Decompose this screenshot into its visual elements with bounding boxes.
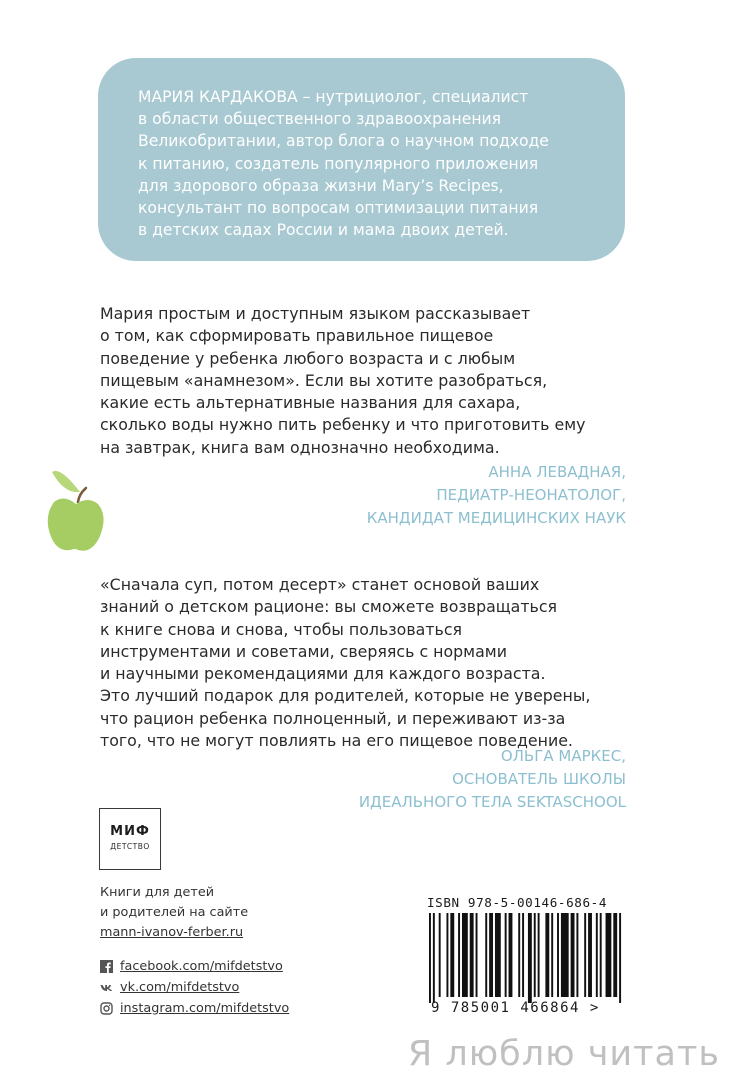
author-name: АННА ЛЕВАДНАЯ, bbox=[488, 463, 626, 481]
social-link-text[interactable]: facebook.com/mifdetstvo bbox=[120, 958, 283, 974]
isbn-label: ISBN 978-5-00146-686-4 bbox=[427, 895, 608, 910]
website-link[interactable]: mann-ivanov-ferber.ru bbox=[100, 925, 244, 940]
review-line: пищевым «анамнезом». Если вы хотите разобраться, bbox=[100, 370, 548, 390]
review-line: на завтрак, книга вам однозначно необходима. bbox=[100, 437, 500, 457]
author-title: ОСНОВАТЕЛЬ ШКОЛЫ bbox=[452, 770, 626, 788]
barcode-icon bbox=[427, 913, 625, 1003]
review-author-2 bbox=[359, 745, 626, 814]
barcode-digits: 9 785001 466864 > bbox=[431, 1000, 600, 1016]
review-line: Это лучший подарок для родителей, которые не уверены, bbox=[100, 686, 591, 706]
bio-line: Великобритании, автор блога о научном подходе bbox=[138, 132, 549, 151]
author-name: ОЛЬГА МАРКЕС, bbox=[500, 747, 626, 765]
bio-line: к питанию, создатель популярного приложения bbox=[138, 154, 539, 173]
review-line: сколько воды нужно пить ребенку и что приготовить ему bbox=[100, 415, 586, 435]
author-bio-box bbox=[98, 58, 625, 261]
review-author-1 bbox=[367, 461, 626, 530]
info-line: Книги для детей bbox=[100, 885, 215, 900]
author-title: КАНДИДАТ МЕДИЦИНСКИХ НАУК bbox=[366, 509, 626, 527]
review-line: что рацион ребенка полноценный, и переживают из-за bbox=[100, 708, 566, 728]
social-links bbox=[100, 956, 289, 1019]
social-instagram[interactable] bbox=[100, 998, 289, 1019]
bio-line: в детских садах России и мама двоих детей. bbox=[138, 221, 509, 240]
review-line: поведение у ребенка любого возраста и с любым bbox=[100, 348, 516, 368]
review-line: «Сначала суп, потом десерт» станет основой ваших bbox=[100, 575, 540, 594]
social-link-text[interactable]: vk.com/mifdetstvo bbox=[120, 979, 240, 995]
review-line: о том, как сформировать правильное пищевое bbox=[100, 326, 494, 346]
publisher-info bbox=[100, 883, 248, 943]
bio-line: МАРИЯ КАРДАКОВА – нутрициолог, специалист bbox=[138, 88, 529, 106]
bio-line: консультант по вопросам оптимизации питания bbox=[138, 199, 539, 218]
logo-main-text: МИФ bbox=[110, 824, 150, 839]
review-line: инструментами и советами, сверяясь с нормами bbox=[100, 641, 507, 661]
publisher-logo bbox=[99, 808, 161, 870]
review-line: знаний о детском рационе: вы сможете возвращаться bbox=[100, 597, 558, 617]
review-line: к книге снова и снова, чтобы пользоваться bbox=[100, 619, 463, 639]
review-text-1 bbox=[100, 303, 585, 459]
instagram-icon bbox=[100, 1002, 113, 1015]
review-line: и научными рекомендациями для каждого возраста. bbox=[100, 664, 546, 684]
watermark-text: Я люблю читать bbox=[407, 1034, 720, 1074]
review-line: того, что не могут повлиять на его пищевое поведение. bbox=[100, 731, 573, 751]
vk-icon bbox=[100, 981, 113, 994]
author-title: ИДЕАЛЬНОГО ТЕЛА SEKTASCHOOL bbox=[358, 793, 626, 811]
review-line: Мария простым и доступным языком рассказывает bbox=[100, 304, 531, 323]
info-line: и родителей на сайте bbox=[100, 905, 249, 920]
bio-line: для здорового образа жизни Mary’s Recipes, bbox=[138, 176, 504, 195]
apple-icon bbox=[46, 464, 106, 556]
review-text-2 bbox=[100, 574, 590, 752]
facebook-icon bbox=[100, 960, 113, 973]
bio-line: в области общественного здравоохранения bbox=[138, 110, 502, 129]
social-vk[interactable] bbox=[100, 977, 289, 998]
social-facebook[interactable] bbox=[100, 956, 289, 977]
social-link-text[interactable]: instagram.com/mifdetstvo bbox=[120, 1000, 290, 1016]
review-line: какие есть альтернативные названия для сахара, bbox=[100, 393, 521, 413]
logo-sub-text: ДЕТСТВО bbox=[110, 842, 150, 851]
author-title: ПЕДИАТР-НЕОНАТОЛОГ, bbox=[436, 486, 626, 504]
